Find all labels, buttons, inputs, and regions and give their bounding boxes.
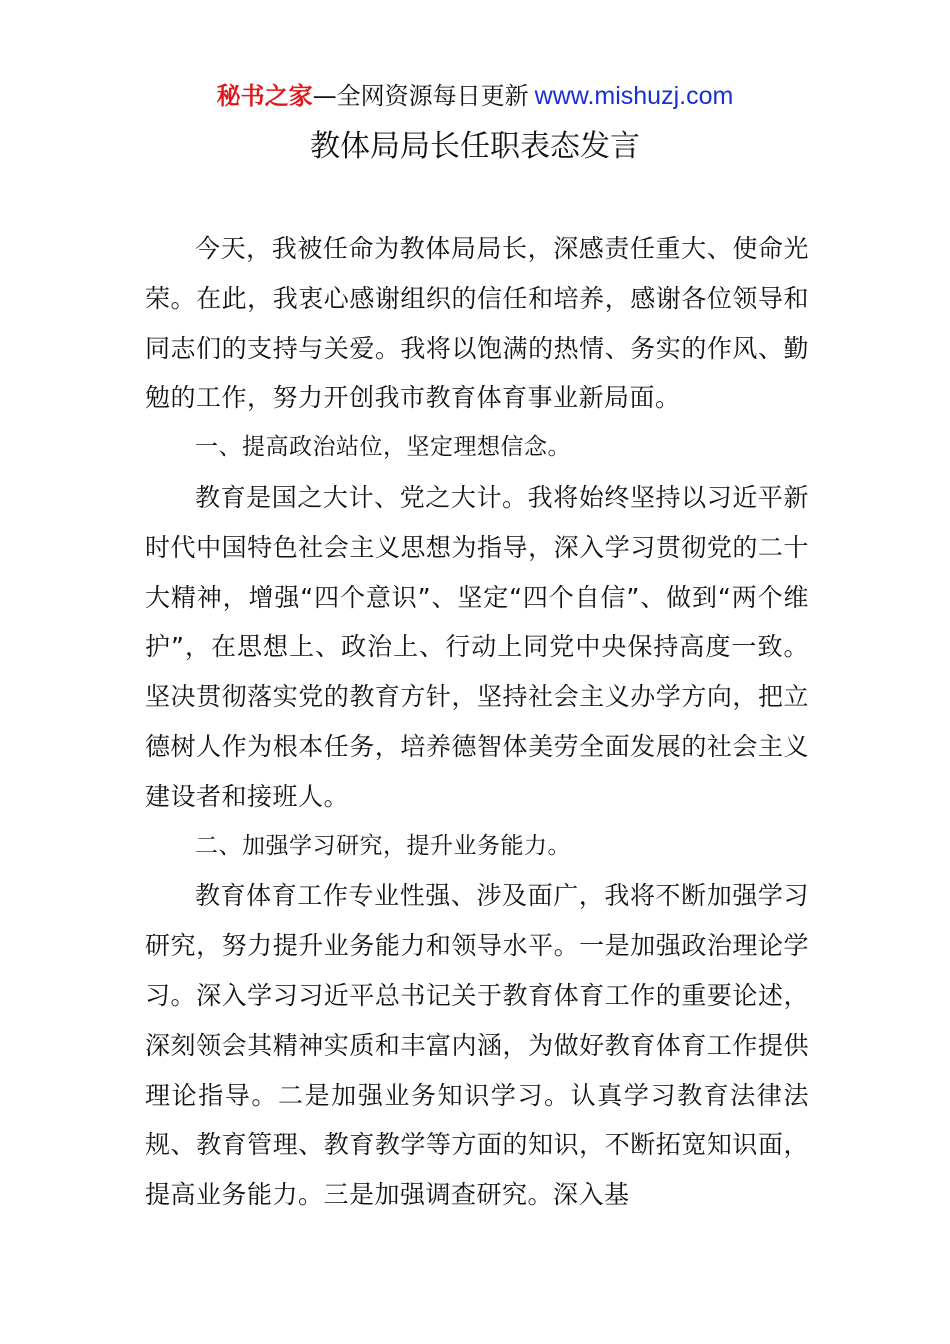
site-banner	[0, 80, 950, 112]
banner-tagline: —全网资源每日更新	[312, 82, 529, 110]
brand-name: 秘书之家	[216, 82, 313, 110]
document-body	[145, 224, 809, 1220]
document-title: 教体局局长任职表态发言	[310, 129, 640, 164]
section-heading-1: 一、提高政治站位，坚定理想信念。	[195, 434, 571, 461]
site-url-link[interactable]: www.mishuzj.com	[534, 82, 734, 110]
section-2-paragraph: 教育体育工作专业性强、涉及面广，我将不断加强学习研究，努力提升业务能力和领导水平。一是加强政治理论学习。深入学习习近平总书记关于教育体育工作的重要论述，深刻领会其精神实质和丰富内涵，为做好教育体育工作提供理论指导。二是加强业务知识学习。认真学习教育法律法规、教育管理、教育教学等方面的知识，不断拓宽知识面，提高业务能力。三是加强调查研究。深入基	[145, 881, 809, 1210]
section-heading-2: 二、加强学习研究，提升业务能力。	[195, 832, 571, 859]
intro-paragraph: 今天，我被任命为教体局局长，深感责任重大、使命光荣。在此，我衷心感谢组织的信任和培养，感谢各位领导和同志们的支持与关爱。我将以饱满的热情、务实的作风、勤勉的工作，努力开创我市教育体育事业新局面。	[145, 234, 809, 413]
section-1-paragraph: 教育是国之大计、党之大计。我将始终坚持以习近平新时代中国特色社会主义思想为指导，深入学习贯彻党的二十大精神，增强“四个意识”、坚定“四个自信”、做到“两个维护”，在思想上、政治上、行动上同党中央保持高度一致。坚决贯彻落实党的教育方针，坚持社会主义办学方向，把立德树人作为根本任务，培养德智体美劳全面发展的社会主义建设者和接班人。	[145, 482, 809, 811]
